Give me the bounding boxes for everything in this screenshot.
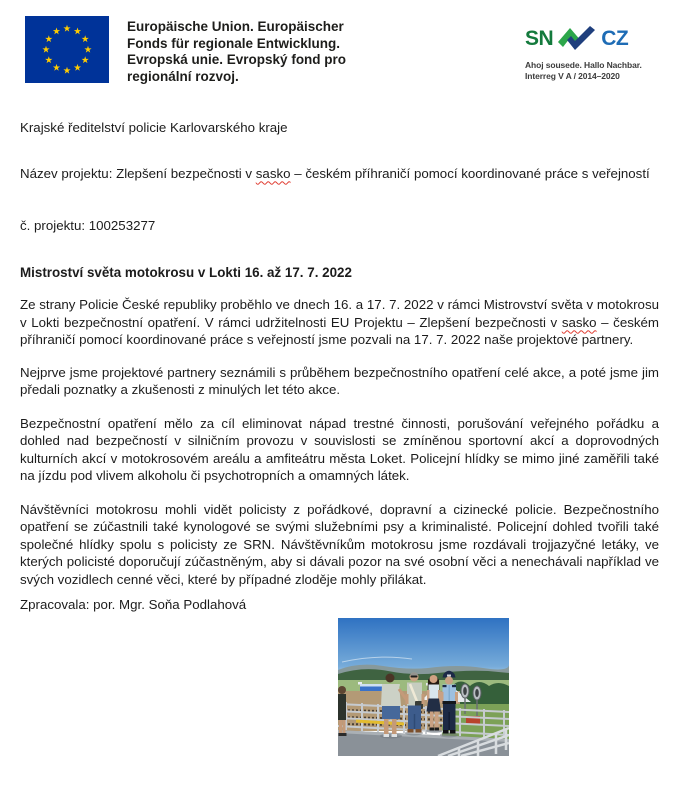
event-photo (338, 618, 509, 756)
misspelled-word-sasko-2: sasko (561, 314, 597, 330)
paragraph-1-text: Ze strany Policie České republiky proběhlo ve dnech 16. a 17. 7. 2022 v rámci Mistrovství světa v motokrosu v Lokti bezpečnostní opatření. V rámci udržitelnosti EU Projektu – Zlepšení bezpečnosti v (20, 297, 659, 330)
eu-text-line-1: Europäische Union. Europäischer (127, 19, 344, 34)
project-number-line: č. projektu: 100253277 (20, 218, 156, 233)
paragraph-3: Bezpečnostní opatření mělo za cíl eliminovat nápad trestné činnosti, porušování veřejného pořádku a dohled nad bezpečností v silničním provozu v souvislosti se zmíněnou sportovní akcí a doprovodných kulturních akcí v motokrosovém areálu a amfiteátru města Loket. Policejní hlídky se mimo jiné zaměřili také na jízdu pod vlivem alkoholu či psychotropních a omamných látek. (20, 415, 659, 483)
interreg-tagline: Ahoj sousede. Hallo Nachbar. (525, 60, 642, 70)
report-heading: Mistroství světa motokrosu v Lokti 16. až 17. 7. 2022 (20, 264, 352, 280)
paragraph-1-text-cont: – českém příhraničí pomocí koordinované práce s veřejností jsme pozvali na 17. 7. 2022 naše projektové partnery. (20, 314, 659, 347)
organization-line: Krajské ředitelství policie Karlovarského kraje (20, 120, 288, 135)
interreg-program-period: Interreg V A / 2014–2020 (525, 70, 620, 81)
misspelled-word-sasko: sasko (255, 165, 291, 181)
paragraph-2: Nejprve jsme projektové partnery seznámili s průběhem bezpečnostního opatření celé akce, a poté jsme jim předali poznatky a zkušenosti z minulých let této akce. (20, 364, 659, 397)
document-body (0, 119, 679, 756)
interreg-check-mountain-icon (556, 25, 598, 53)
document-header (0, 0, 679, 104)
interreg-taglines (525, 60, 657, 81)
interreg-cz-label: CZ (601, 27, 629, 50)
project-name-text-cont: – českém příhraničí pomocí koordinované práce s veřejností (290, 165, 650, 181)
eu-flag-icon (25, 16, 109, 83)
project-name-line (20, 165, 659, 183)
project-name-text: Název projektu: Zlepšení bezpečnosti v (20, 165, 256, 181)
eu-text-line-3: Evropská unie. Evropský fond pro (127, 52, 347, 67)
eu-text-line-4: regionální rozvoj. (127, 68, 239, 84)
eu-funding-logo (25, 16, 346, 85)
eu-text-line-2: Fonds für regionale Entwicklung. (127, 35, 341, 51)
interreg-logo (525, 16, 657, 81)
author-line: Zpracovala: por. Mgr. Soňa Podlahová (20, 597, 247, 612)
eu-funding-text (127, 16, 346, 85)
interreg-wordmark (525, 25, 657, 53)
paragraph-4: Návštěvníci motokrosu mohli vidět policisty z pořádkové, dopravní a cizinecké policie. Bezpečnostního opatření se zúčastnili také kynologové se svými služebními psy a kriminalisté. Policejní dohled tvořili také společné hlídky spolu s policisty ze SRN. Návštěvníkům motokrosu jsme rozdávali trojjazyčné letáky, ve kterých policisté doporučují zúčastněným, aby si dávali pozor na své osobní věci a nenechávali například ve svých vozidlech cenné věci, které by případné zloděje mohly přilákat. (20, 501, 659, 587)
event-photo-illustration (338, 618, 509, 756)
interreg-sn-label: SN (525, 27, 554, 50)
paragraph-1 (20, 296, 659, 349)
